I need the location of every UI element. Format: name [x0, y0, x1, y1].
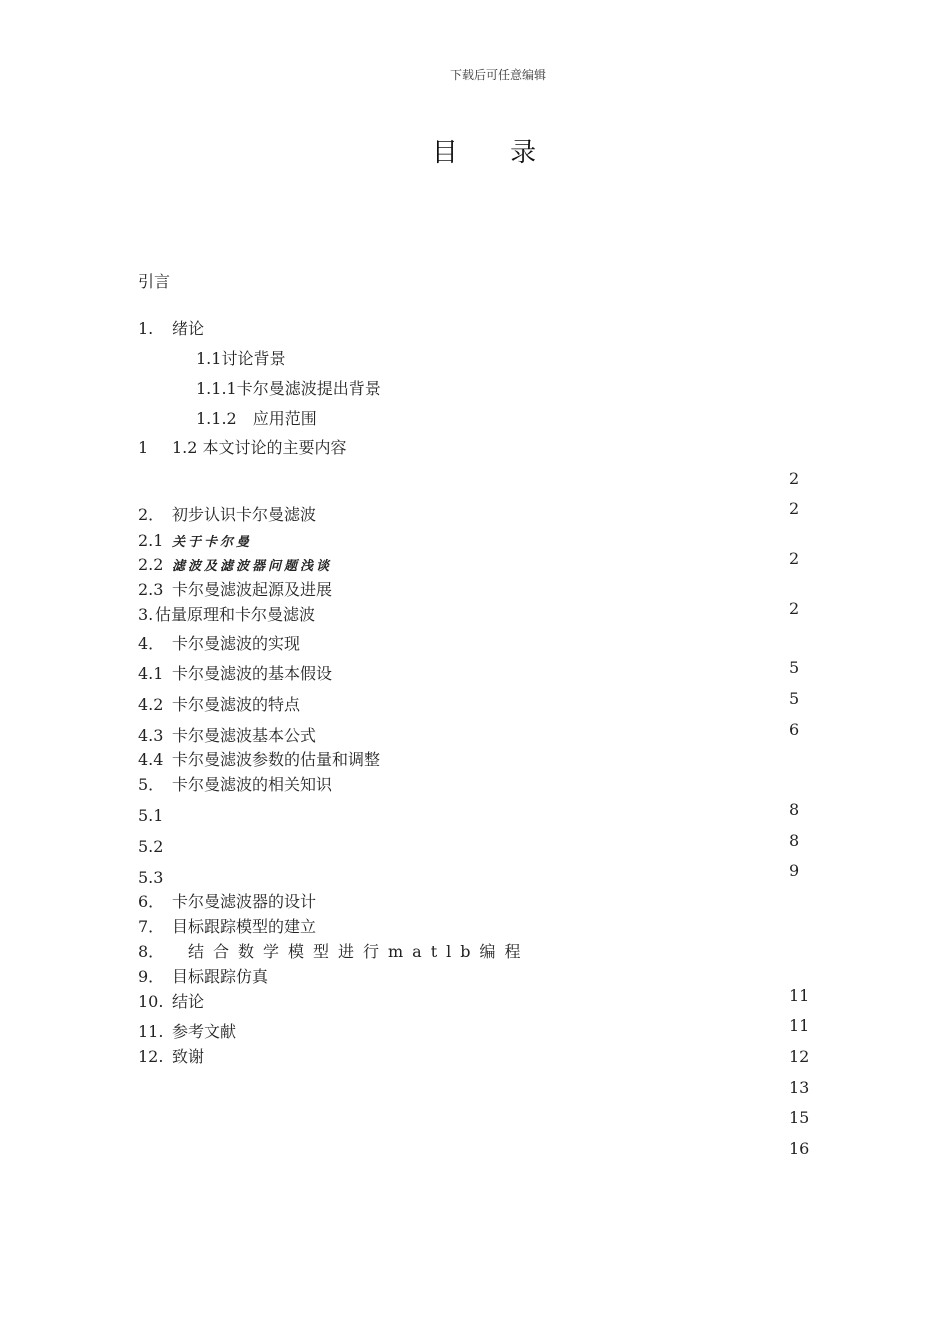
toc-entry-4[interactable] — [138, 634, 300, 654]
page-number: 11 — [789, 1016, 810, 1035]
toc-entry-number: 2.3 — [138, 580, 164, 599]
toc-entry-text: 1.2 本文讨论的主要内容 — [172, 438, 347, 457]
page-number: 16 — [789, 1139, 810, 1158]
toc-entry-2[interactable] — [138, 505, 316, 525]
toc-entry-text: 估量原理和卡尔曼滤波 — [155, 605, 316, 624]
toc-entry-number: 4.1 — [138, 664, 164, 683]
toc-entry-number: 2． — [138, 505, 165, 524]
page-number: 15 — [789, 1108, 810, 1127]
toc-entry-text: 卡尔曼滤波参数的估量和调整 — [172, 750, 381, 769]
toc-entry-4-3[interactable] — [138, 726, 316, 746]
toc-entry-number: 9． — [138, 967, 165, 986]
toc-entry-number: 1. — [138, 319, 154, 338]
toc-entry-1-1-1[interactable] — [196, 379, 381, 399]
toc-entry-number: 11. — [138, 1022, 164, 1041]
toc-entry-text: 引言 — [138, 272, 171, 291]
toc-entry-1-1-2[interactable] — [196, 409, 317, 429]
toc-entry-number: 5.1 — [138, 806, 164, 825]
toc-entry-2-2[interactable] — [138, 555, 332, 577]
toc-entry-1[interactable] — [138, 319, 204, 339]
toc-entry-5-3[interactable] — [138, 868, 163, 888]
toc-entry-number: 8． — [138, 942, 165, 961]
toc-entry-number: 1 — [138, 438, 149, 457]
toc-entry-text: 致谢 — [172, 1047, 205, 1066]
toc-entry-11[interactable] — [138, 1022, 236, 1042]
toc-entry-number: 4.2 — [138, 695, 164, 714]
toc-entry-5-2[interactable] — [138, 837, 163, 857]
toc-entry-text: 参考文献 — [172, 1022, 237, 1041]
toc-entry-number: 6． — [138, 892, 165, 911]
toc-entry-7[interactable] — [138, 917, 316, 937]
toc-entry-text: 卡尔曼滤波基本公式 — [172, 726, 317, 745]
toc-entry-number: 2.2 — [138, 555, 164, 574]
toc-entry-text: 初步认识卡尔曼滤波 — [172, 505, 317, 524]
toc-entry-text: 关于卡尔曼 — [172, 535, 253, 550]
toc-entry-2-3[interactable] — [138, 580, 332, 600]
toc-entry-number: 12. — [138, 1047, 164, 1066]
toc-entry-text: 卡尔曼滤波起源及进展 — [172, 580, 333, 599]
toc-entry-2-1[interactable] — [138, 531, 252, 553]
toc-entry-number: 4.3 — [138, 726, 164, 745]
toc-entry-number: 4.4 — [138, 750, 164, 769]
toc-entry-text: 卡尔曼滤波的基本假设 — [172, 664, 333, 683]
toc-entry-text: 结合数学模型进行matlb编程 — [188, 942, 530, 961]
toc-entry-text: 1.1.2 应用范围 — [196, 409, 317, 428]
toc-entry-5[interactable] — [138, 775, 332, 795]
toc-entry-text: 卡尔曼滤波的实现 — [172, 634, 301, 653]
toc-entry-text: 结论 — [172, 992, 205, 1011]
toc-entry-text: 卡尔曼滤波器的设计 — [172, 892, 317, 911]
page-number: 2 — [789, 499, 800, 518]
toc-entry-intro[interactable] — [138, 272, 170, 292]
toc-entry-1-2[interactable] — [138, 438, 347, 458]
toc-entry-3[interactable] — [138, 605, 315, 625]
page-number: 2 — [789, 599, 800, 618]
toc-entry-number: 7． — [138, 917, 165, 936]
toc-entry-text: 目标跟踪仿真 — [172, 967, 269, 986]
toc-entry-4-1[interactable] — [138, 664, 332, 684]
toc-entry-number: 2.1 — [138, 531, 164, 550]
toc-entry-text: 绪论 — [172, 319, 205, 338]
page-number: 5 — [789, 658, 800, 677]
toc-entry-text: 目标跟踪模型的建立 — [172, 917, 317, 936]
toc-entry-number: 5.3 — [138, 868, 164, 887]
page-number: 6 — [789, 720, 800, 739]
toc-entry-text: 滤波及滤波器问题浅谈 — [172, 559, 333, 574]
page-number: 13 — [789, 1078, 810, 1097]
toc-entry-10[interactable] — [138, 992, 204, 1012]
toc-title: 目 录 — [431, 138, 559, 168]
page-number: 11 — [789, 986, 810, 1005]
toc-entry-number: 5.2 — [138, 837, 164, 856]
toc-entry-number: 5． — [138, 775, 165, 794]
toc-entry-4-2[interactable] — [138, 695, 300, 715]
toc-entry-number: 3. — [138, 605, 154, 624]
toc-entry-number: 10. — [138, 992, 164, 1011]
toc-entry-9[interactable] — [138, 967, 268, 987]
toc-entry-1-1[interactable] — [196, 349, 285, 369]
toc-entry-12[interactable] — [138, 1047, 204, 1067]
page-header-note: 下载后可任意编辑 — [449, 68, 546, 82]
toc-entry-text: 1.1.1卡尔曼滤波提出背景 — [196, 379, 381, 398]
toc-entry-text: 卡尔曼滤波的相关知识 — [172, 775, 333, 794]
toc-entry-8[interactable] — [138, 942, 530, 962]
page-number: 8 — [789, 831, 800, 850]
page-number: 5 — [789, 689, 800, 708]
toc-entry-text: 卡尔曼滤波的特点 — [172, 695, 301, 714]
page-number: 9 — [789, 861, 800, 880]
page-number: 2 — [789, 469, 800, 488]
page-number: 8 — [789, 800, 800, 819]
toc-entry-5-1[interactable] — [138, 806, 163, 826]
toc-entry-4-4[interactable] — [138, 750, 380, 770]
page-number: 12 — [789, 1047, 810, 1066]
page-number: 2 — [789, 549, 800, 568]
toc-entry-number: 4． — [138, 634, 165, 653]
toc-entry-text: 1.1讨论背景 — [196, 349, 286, 368]
toc-entry-6[interactable] — [138, 892, 316, 912]
